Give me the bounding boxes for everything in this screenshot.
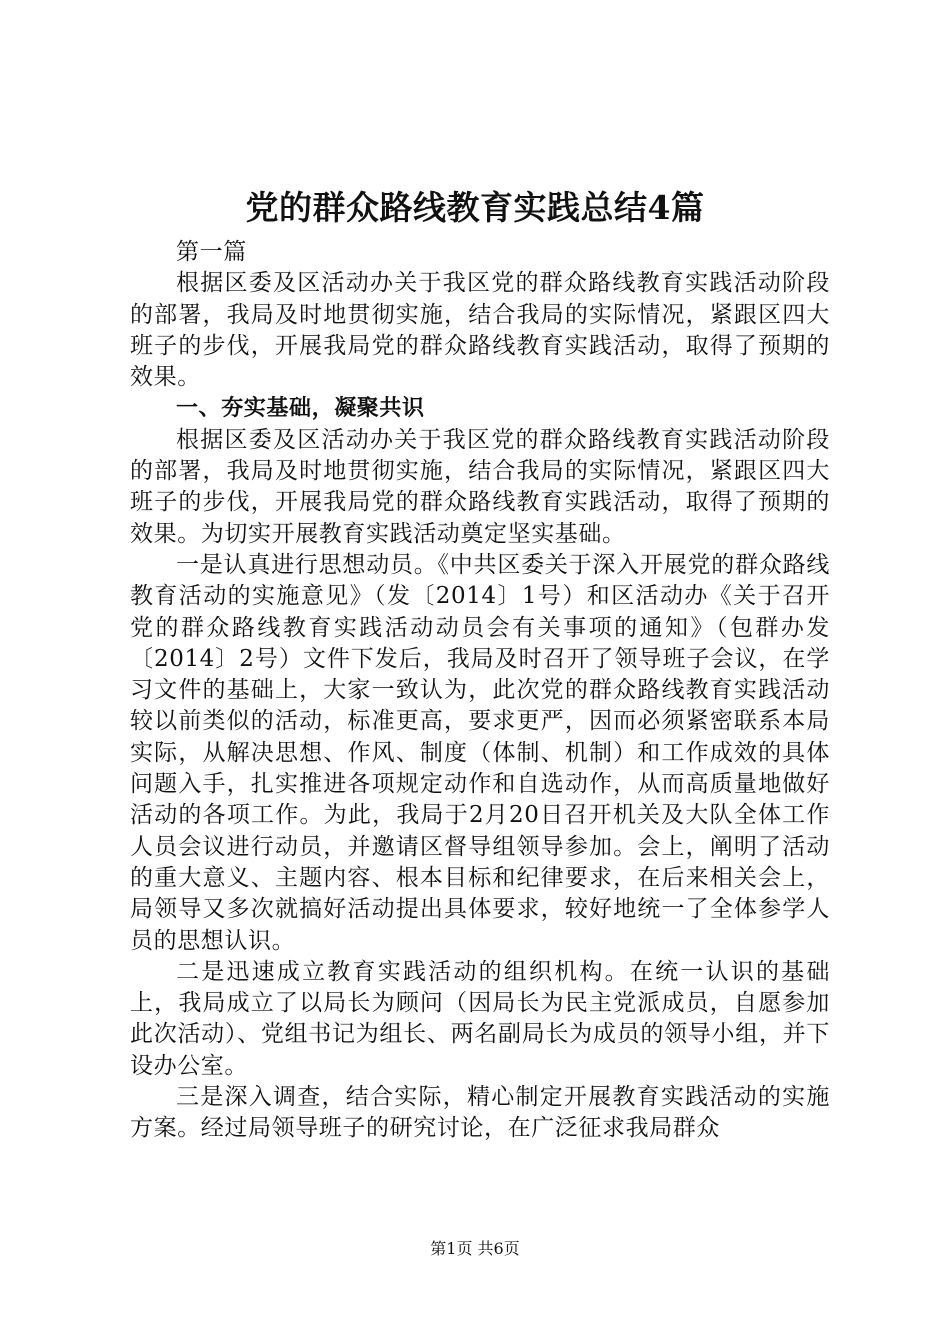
body-paragraph: 三是深入调查，结合实际，精心制定开展教育实践活动的实施方案。经过局领导班子的研究讨论，在广泛征求我局群众 <box>130 1084 830 1142</box>
body-paragraph: 根据区委及区活动办关于我区党的群众路线教育实践活动阶段的部署，我局及时地贯彻实施，结合我局的实际情况，紧跟区四大班子的步伐，开展我局党的群众路线教育实践活动，取得了预期的效果。为切实开展教育实践活动奠定坚实基础。 <box>130 426 830 547</box>
body-paragraph: 二是迅速成立教育实践活动的组织机构。在统一认识的基础上，我局成立了以局长为顾问（因局长为民主党派成员，自愿参加此次活动）、党组书记为组长、两名副局长为成员的领导小组，并下设办公室。 <box>130 958 830 1079</box>
document-body <box>130 237 830 1145</box>
body-paragraph: 一是认真进行思想动员。《中共区委关于深入开展党的群众路线教育活动的实施意见》（发〔2014〕1号）和区活动办《关于召开党的群众路线教育实践活动动员会有关事项的通知》（包群办发〔2014〕2号）文件下发后，我局及时召开了领导班子会议，在学习文件的基础上，大家一致认为，此次党的群众路线教育实践活动较以前类似的活动，标准更高，要求更严，因而必须紧密联系本局实际，从解决思想、作风、制度（体制、机制）和工作成效的具体问题入手，扎实推进各项规定动作和自选动作，从而高质量地做好活动的各项工作。为此，我局于2月20日召开机关及大队全体工作人员会议进行动员，并邀请区督导组领导参加。会上，阐明了活动的重大意义、主题内容、根本目标和纪律要求，在后来相关会上，局领导又多次就搞好活动提出具体要求，较好地统一了全体参学人员的思想认识。 <box>130 551 830 954</box>
section-heading: 一、夯实基础，凝聚共识 <box>176 396 425 422</box>
page-footer: 第1页 共6页 <box>430 1239 520 1258</box>
section-label: 第一篇 <box>176 239 247 265</box>
body-paragraph: 根据区委及区活动办关于我区党的群众路线教育实践活动阶段的部署，我局及时地贯彻实施，结合我局的实际情况，紧跟区四大班子的步伐，开展我局党的群众路线教育实践活动，取得了预期的效果。 <box>130 270 830 391</box>
document-title: 党的群众路线教育实践总结4篇 <box>245 188 705 227</box>
